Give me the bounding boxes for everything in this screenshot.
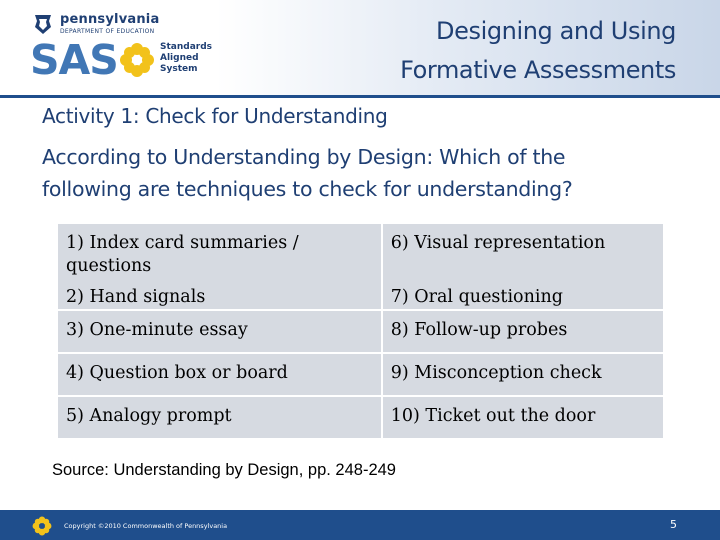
table-cell [57,353,382,396]
table-row [57,223,664,310]
table-row [57,396,664,439]
tagline-line: System [160,64,198,74]
table-cell [382,353,664,396]
tagline-line: Standards [160,42,213,52]
sas-logo-letters: SAS [30,36,118,84]
technique-item: 7) Oral questioning [390,287,563,307]
tagline-line: Aligned [160,53,199,63]
question-line: According to Understanding by Design: Which of the [42,145,566,169]
table-cell [57,396,382,439]
pa-logo-department: DEPARTMENT OF EDUCATION [60,28,155,35]
sas-logo-tagline [160,42,220,75]
table-row [57,353,664,396]
header-divider [0,95,720,98]
table-cell [382,223,664,310]
slide-footer [0,510,720,540]
techniques-table [56,222,665,440]
technique-item: 8) Follow-up probes [390,320,568,340]
slide-title [400,12,676,90]
table-cell [57,310,382,353]
flower-icon [32,516,52,536]
activity-heading: Activity 1: Check for Understanding [42,104,388,128]
technique-item: 4) Question box or board [66,363,288,383]
table-cell [382,396,664,439]
copyright-text: Copyright ©2010 Commonwealth of Pennsylvania [64,522,228,530]
technique-item: 5) Analogy prompt [66,406,232,426]
question-text [42,141,702,205]
table-row [57,310,664,353]
keystone-icon [34,15,52,34]
technique-item: 10) Ticket out the door [390,406,596,426]
technique-item: 1) Index card summaries / questions [66,233,299,276]
table-cell [382,310,664,353]
source-citation: Source: Understanding by Design, pp. 248-249 [52,461,396,479]
page-number: 5 [670,518,677,531]
title-line: Formative Assessments [400,56,676,84]
question-line: following are techniques to check for understanding? [42,177,573,201]
flower-icon [119,42,155,78]
title-line: Designing and Using [436,17,676,45]
table-cell [57,223,382,310]
technique-item: 6) Visual representation [390,233,606,253]
technique-item: 9) Misconception check [390,363,602,383]
technique-item: 3) One-minute essay [66,320,248,340]
pa-logo-name: pennsylvania [60,12,160,27]
technique-item: 2) Hand signals [66,287,206,307]
